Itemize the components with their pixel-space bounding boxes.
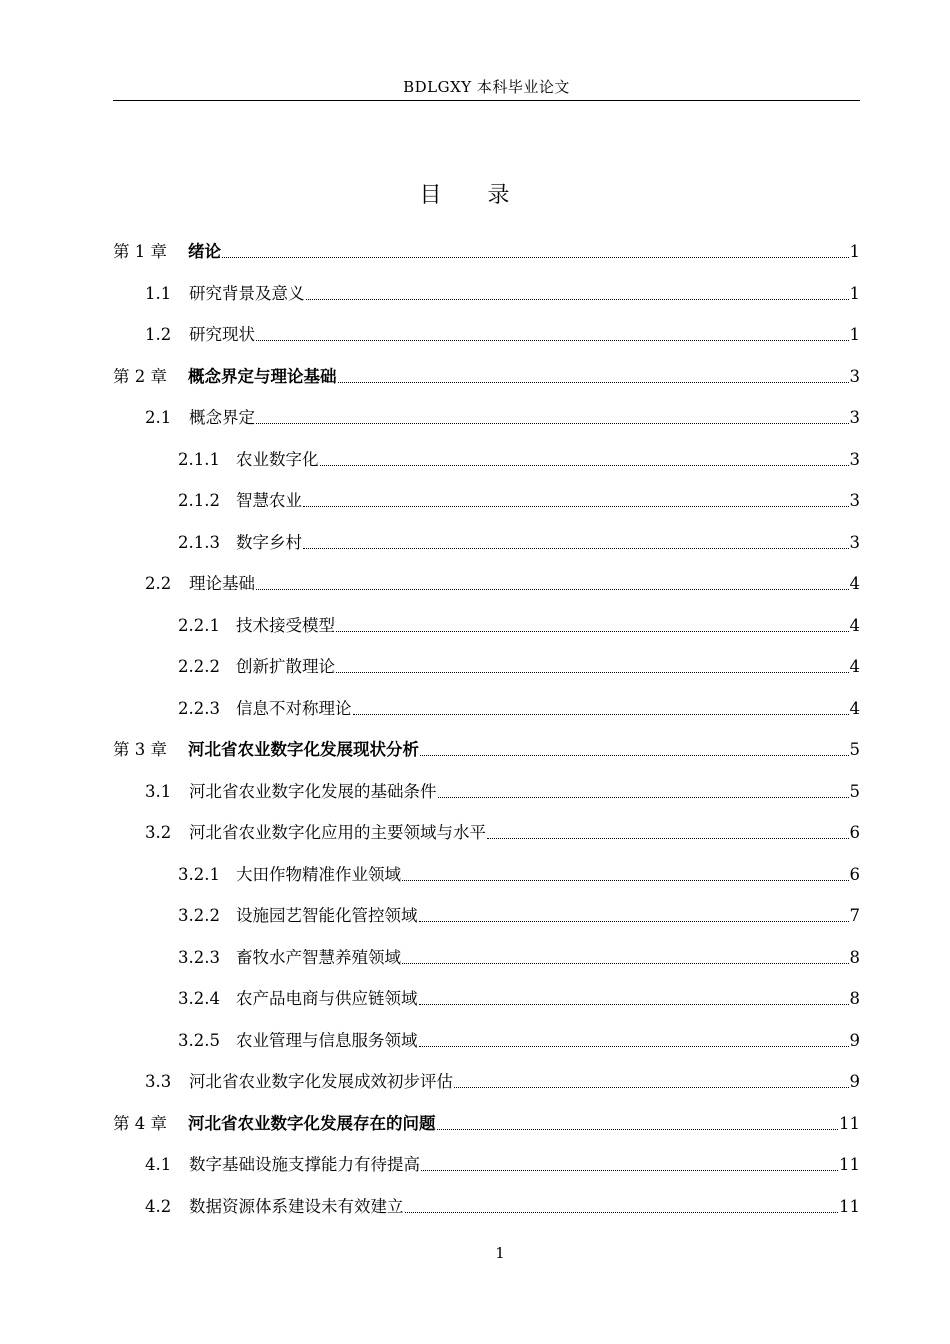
toc-entry-page: 5 (849, 740, 860, 759)
toc-entry-page: 4 (849, 698, 860, 718)
toc-dot-leader (222, 256, 849, 258)
toc-entry-number: 3.2.5 (178, 1030, 220, 1050)
toc-dot-leader (336, 671, 849, 673)
toc-entry-page: 9 (849, 1030, 860, 1050)
toc-entry[interactable] (113, 987, 860, 1011)
toc-entry-number: 3.2.4 (178, 989, 220, 1008)
toc-entry[interactable] (113, 738, 860, 762)
toc-entry-page: 11 (839, 1113, 860, 1133)
toc-dot-leader (402, 879, 849, 881)
toc-entry-label: 智慧农业 (236, 491, 302, 510)
toc-entry-label: 设施园艺智能化管控领域 (236, 906, 418, 925)
toc-entry[interactable] (113, 946, 860, 970)
toc-entry[interactable] (113, 448, 860, 472)
toc-dot-leader (420, 754, 849, 756)
toc-entry[interactable] (113, 365, 860, 389)
toc-entry-number: 2.1.3 (178, 532, 220, 552)
toc-entry-label: 数字基础设施支撑能力有待提高 (189, 1155, 420, 1174)
toc-entry-page: 3 (849, 532, 860, 552)
toc-entry-page: 5 (849, 781, 860, 801)
toc-entry-number: 3.1 (145, 781, 172, 801)
toc-entry-number: 4.2 (145, 1196, 172, 1216)
toc-entry-label: 农业数字化 (236, 449, 319, 469)
toc-dot-leader (320, 464, 849, 466)
toc-entry[interactable] (113, 1070, 860, 1094)
toc-entry-number: 2.2.1 (178, 615, 220, 635)
toc-entry-label: 农业管理与信息服务领域 (236, 1030, 418, 1050)
toc-entry[interactable] (113, 904, 860, 928)
toc-entry-page: 1 (849, 242, 860, 261)
toc-entry-page: 4 (849, 574, 860, 593)
toc-dot-leader (454, 1086, 849, 1088)
toc-entry-number: 4.1 (145, 1155, 172, 1174)
toc-dot-leader (353, 713, 849, 715)
toc-dot-leader (336, 630, 849, 632)
toc-entry[interactable] (113, 1112, 860, 1136)
toc-entry-label: 农产品电商与供应链领域 (236, 989, 418, 1008)
toc-entry-number: 1.2 (145, 325, 172, 344)
toc-entry-number: 3.2.2 (178, 906, 220, 925)
toc-entry-label: 概念界定与理论基础 (188, 366, 337, 386)
toc-entry[interactable] (113, 697, 860, 721)
toc-entry[interactable] (113, 780, 860, 804)
toc-entry-number: 3.3 (145, 1072, 172, 1091)
toc-dot-leader (256, 339, 849, 341)
toc-entry-number: 2.2.2 (178, 657, 220, 676)
toc-entry[interactable] (113, 863, 860, 887)
page-number: 1 (495, 1244, 505, 1262)
toc-dot-leader (338, 381, 849, 383)
toc-entry-page: 3 (849, 366, 860, 386)
toc-entry-label: 概念界定 (189, 408, 255, 427)
toc-entry[interactable] (113, 489, 860, 513)
toc-dot-leader (256, 588, 849, 590)
toc-entry-label: 研究现状 (189, 325, 255, 344)
toc-entry-page: 3 (849, 408, 860, 427)
toc-entry-number: 2.1 (145, 408, 172, 427)
toc-entry-number: 2.1.2 (178, 491, 220, 510)
toc-entry-label: 河北省农业数字化发展的基础条件 (189, 781, 437, 801)
toc-entry-page: 9 (849, 1072, 860, 1091)
toc-entry-label: 大田作物精准作业领域 (236, 864, 401, 884)
toc-entry[interactable] (113, 240, 860, 264)
header-divider (113, 100, 860, 101)
toc-entry-number: 2.2.3 (178, 698, 220, 718)
toc-entry-number: 第 4 章 (113, 1113, 167, 1133)
toc-title: 目录 (419, 183, 556, 208)
toc-dot-leader (419, 1045, 849, 1047)
toc-entry[interactable] (113, 1029, 860, 1053)
toc-entry-number: 2.1.1 (178, 449, 220, 469)
toc-entry-label: 河北省农业数字化发展存在的问题 (188, 1113, 436, 1133)
toc-dot-leader (421, 1169, 838, 1171)
toc-entry-label: 理论基础 (189, 574, 255, 593)
toc-dot-leader (487, 837, 849, 839)
toc-entry-number: 3.2.3 (178, 947, 220, 967)
toc-entry-number: 3.2 (145, 823, 172, 842)
toc-entry-label: 研究背景及意义 (189, 283, 305, 303)
toc-entry-label: 信息不对称理论 (236, 698, 352, 718)
toc-entry[interactable] (113, 531, 860, 555)
toc-entry-number: 1.1 (145, 283, 172, 303)
toc-entry-label: 数字乡村 (236, 532, 302, 552)
running-header: BDLGXY 本科毕业论文 (403, 78, 570, 96)
toc-entry[interactable] (113, 323, 860, 347)
toc-entry-label: 河北省农业数字化应用的主要领域与水平 (189, 823, 486, 842)
toc-entry-page: 8 (849, 947, 860, 967)
toc-entry-page: 3 (849, 449, 860, 469)
toc-entry-number: 第 1 章 (113, 242, 167, 261)
toc-entry-page: 3 (849, 491, 860, 510)
toc-entry[interactable] (113, 1153, 860, 1177)
toc-entry-number: 第 3 章 (113, 740, 167, 759)
toc-entry-page: 7 (849, 906, 860, 925)
toc-dot-leader (303, 505, 849, 507)
toc-dot-leader (419, 1003, 849, 1005)
toc-entry-page: 6 (849, 823, 860, 842)
toc-dot-leader (419, 920, 849, 922)
toc-dot-leader (306, 298, 849, 300)
toc-entry-page: 11 (839, 1155, 860, 1174)
toc-entry[interactable] (113, 655, 860, 679)
toc-entry-page: 11 (839, 1196, 860, 1216)
toc-entry[interactable] (113, 572, 860, 596)
toc-entry-label: 创新扩散理论 (236, 657, 335, 676)
toc-entry-page: 4 (849, 615, 860, 635)
toc-entry-label: 数据资源体系建设未有效建立 (189, 1196, 404, 1216)
toc-entry-label: 畜牧水产智慧养殖领域 (236, 947, 401, 967)
toc-entry-page: 4 (849, 657, 860, 676)
toc-entry[interactable] (113, 1195, 860, 1219)
toc-dot-leader (256, 422, 849, 424)
toc-entry-page: 8 (849, 989, 860, 1008)
toc-entry[interactable] (113, 614, 860, 638)
toc-entry-number: 3.2.1 (178, 864, 220, 884)
toc-entry-label: 河北省农业数字化发展成效初步评估 (189, 1072, 453, 1091)
toc-dot-leader (405, 1211, 839, 1213)
toc-entry-label: 技术接受模型 (236, 615, 335, 635)
toc-entry[interactable] (113, 282, 860, 306)
toc-entry-label: 绪论 (188, 242, 221, 261)
toc-entry-label: 河北省农业数字化发展现状分析 (188, 740, 419, 759)
toc-entry[interactable] (113, 406, 860, 430)
toc-entry-page: 1 (849, 283, 860, 303)
toc-dot-leader (303, 547, 849, 549)
toc-dot-leader (438, 796, 849, 798)
toc-dot-leader (437, 1128, 839, 1130)
toc-entry-page: 1 (849, 325, 860, 344)
toc-entry[interactable] (113, 821, 860, 845)
toc-entry-page: 6 (849, 864, 860, 884)
toc-entry-number: 2.2 (145, 574, 172, 593)
toc-entry-number: 第 2 章 (113, 366, 167, 386)
toc-dot-leader (402, 962, 849, 964)
